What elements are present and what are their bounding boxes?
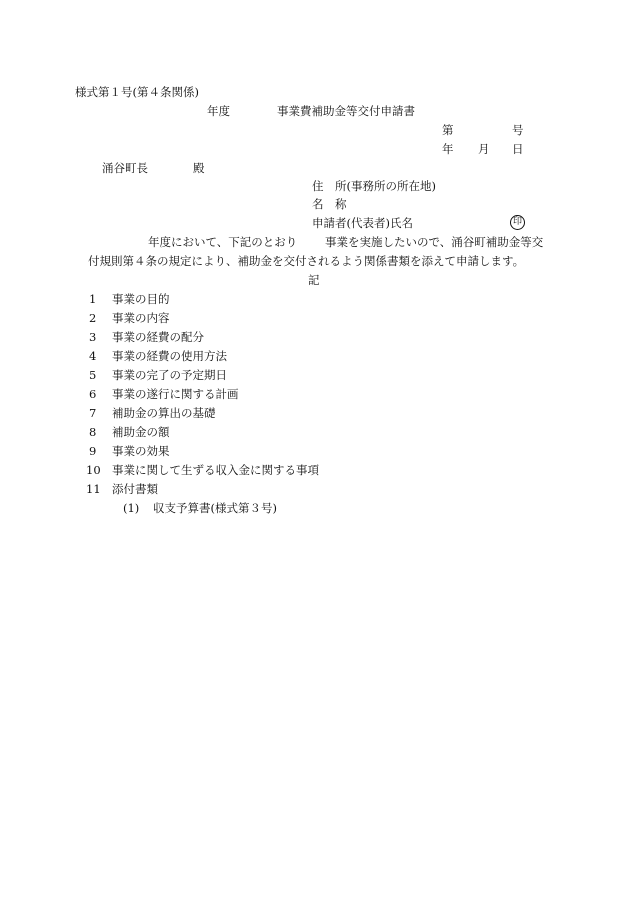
form-label: 様式第１号(第４条関係) bbox=[75, 85, 199, 99]
applicant-address-label: 住 所(事務所の所在地) bbox=[312, 179, 436, 193]
title-year-label: 年度 bbox=[207, 104, 230, 118]
doc-number-prefix: 第 bbox=[442, 123, 454, 137]
item-label: 事業の遂行に関する計画 bbox=[112, 387, 239, 401]
date-day: 日 bbox=[512, 142, 524, 156]
item-number: 8 bbox=[89, 425, 97, 439]
applicant-representative-label: 申請者(代表者)氏名 bbox=[312, 216, 413, 230]
item-label: 事業の内容 bbox=[112, 311, 170, 325]
applicant-name-label: 名 称 bbox=[312, 197, 347, 211]
item-number: 10 bbox=[86, 463, 101, 477]
item-label: 補助金の算出の基礎 bbox=[112, 406, 216, 420]
item-label: 事業の経費の使用方法 bbox=[112, 349, 227, 363]
item-label: 事業に関して生ずる収入金に関する事項 bbox=[112, 463, 319, 477]
item-label: 事業の効果 bbox=[112, 444, 170, 458]
item-label: 添付書類 bbox=[112, 482, 158, 496]
item-number: 1 bbox=[89, 292, 97, 306]
body-line1: 事業を実施したいので、涌谷町補助金等交 bbox=[325, 235, 544, 249]
document-title: 事業費補助金等交付申請書 bbox=[277, 104, 415, 118]
ki-heading: 記 bbox=[308, 273, 320, 287]
item-number: 4 bbox=[89, 349, 97, 363]
date-year: 年 bbox=[442, 142, 454, 156]
addressee-honorific: 殿 bbox=[193, 161, 205, 175]
body-year-phrase: 年度において、下記のとおり bbox=[148, 235, 298, 249]
item-number: 2 bbox=[89, 311, 97, 325]
sub-item-label: 収支予算書(様式第３号) bbox=[153, 501, 277, 515]
item-number: 9 bbox=[89, 444, 97, 458]
date-month: 月 bbox=[478, 142, 490, 156]
item-number: 6 bbox=[89, 387, 97, 401]
addressee-name: 涌谷町長 bbox=[102, 161, 148, 175]
item-number: 3 bbox=[89, 330, 97, 344]
body-line2: 付規則第４条の規定により、補助金を交付されるよう関係書類を添えて申請します。 bbox=[88, 254, 525, 268]
item-number: 7 bbox=[89, 406, 97, 420]
item-number: 11 bbox=[86, 482, 101, 496]
item-label: 事業の目的 bbox=[112, 292, 170, 306]
item-label: 補助金の額 bbox=[112, 425, 170, 439]
doc-number-suffix: 号 bbox=[512, 123, 524, 137]
item-label: 事業の完了の予定期日 bbox=[112, 368, 227, 382]
item-number: 5 bbox=[89, 368, 97, 382]
seal-mark: 印 bbox=[510, 215, 525, 230]
item-label: 事業の経費の配分 bbox=[112, 330, 204, 344]
sub-item-number: (1) bbox=[123, 501, 140, 515]
